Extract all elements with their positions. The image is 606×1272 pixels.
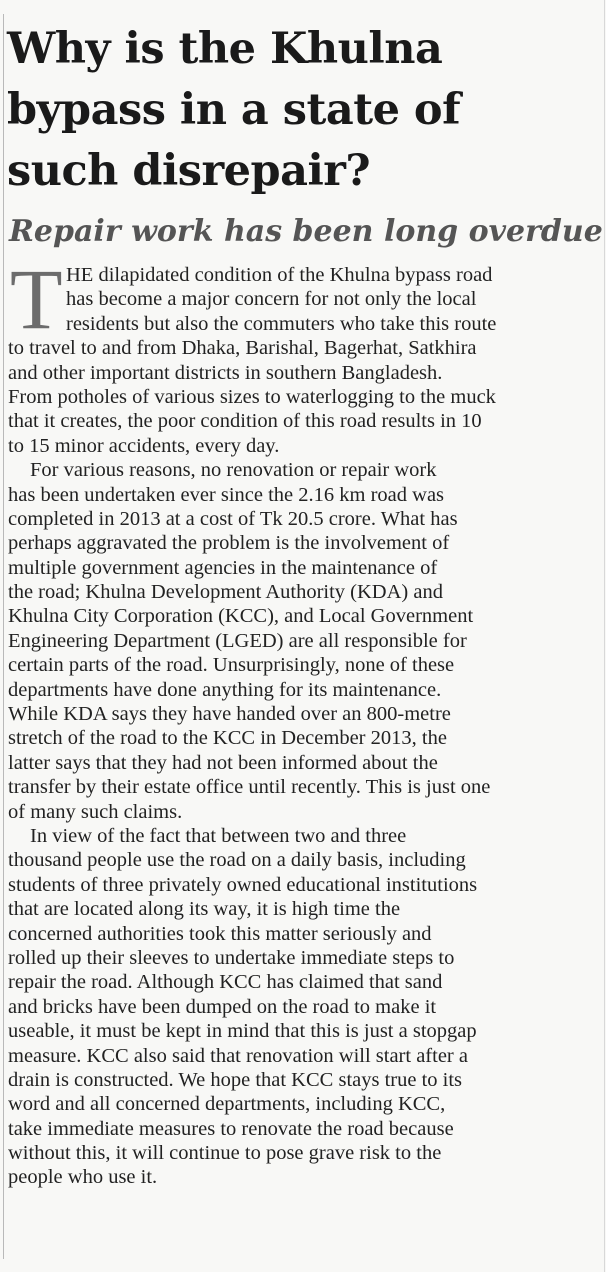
article-headline: [7, 19, 597, 202]
body-line: residents but also the commuters who take this route: [66, 312, 497, 335]
body-line: departments have done anything for its maintenance.: [8, 678, 442, 701]
body-line: While KDA says they have handed over an 800-metre: [8, 703, 451, 726]
body-line: multiple government agencies in the maintenance of: [8, 556, 438, 579]
body-line: repair the road. Although KCC has claimed that sand: [8, 971, 443, 994]
body-line: perhaps aggravated the problem is the involvement of: [8, 532, 450, 555]
body-line: stretch of the road to the KCC in December 2013, the: [8, 727, 447, 750]
body-line: to 15 minor accidents, every day.: [8, 434, 280, 457]
body-line: that it creates, the poor condition of this road results in 10: [8, 410, 482, 433]
body-line: the road; Khulna Development Authority (KDA) and: [8, 581, 443, 604]
body-line: that are located along its way, it is high time the: [8, 898, 401, 921]
article-subheading: Repair work has been long overdue: [9, 214, 603, 249]
body-line: concerned authorities took this matter seriously and: [8, 922, 432, 945]
body-line: HE dilapidated condition of the Khulna bypass road: [66, 264, 493, 286]
body-line: to travel to and from Dhaka, Barishal, Bagerhat, Satkhira: [8, 337, 477, 360]
headline-line: bypass in a state of: [7, 85, 461, 135]
body-line: drain is constructed. We hope that KCC stays true to its: [8, 1068, 463, 1091]
body-line: of many such claims.: [8, 800, 183, 823]
body-line: has been undertaken ever since the 2.16 km road was: [8, 483, 445, 506]
body-line: latter says that they had not been informed about the: [8, 751, 438, 774]
body-line: and bricks have been dumped on the road to make it: [8, 995, 437, 1018]
body-line: In view of the fact that between two and three: [30, 824, 407, 847]
headline-line: Why is the Khulna: [7, 24, 443, 74]
article-body: [8, 263, 600, 1190]
body-line: For various reasons, no renovation or repair work: [30, 459, 437, 482]
column-rule-right: [604, 0, 605, 1272]
drop-cap: T: [10, 251, 63, 347]
body-line: students of three privately owned educational institutions: [8, 873, 478, 896]
body-line: thousand people use the road on a daily basis, including: [8, 849, 466, 872]
body-line: word and all concerned departments, including KCC,: [8, 1093, 446, 1116]
column-rule-left: [3, 14, 4, 1259]
body-line: Khulna City Corporation (KCC), and Local Government: [8, 605, 474, 628]
headline-line: such disrepair?: [7, 146, 371, 196]
body-line: completed in 2013 at a cost of Tk 20.5 crore. What has: [8, 507, 458, 530]
body-line: useable, it must be kept in mind that this is just a stopgap: [8, 1020, 477, 1043]
body-line: Engineering Department (LGED) are all responsible for: [8, 629, 467, 652]
body-line: measure. KCC also said that renovation will start after a: [8, 1044, 468, 1067]
body-line: transfer by their estate office until recently. This is just one: [8, 776, 491, 799]
body-line: rolled up their sleeves to undertake immediate steps to: [8, 946, 455, 969]
body-line: take immediate measures to renovate the road because: [8, 1117, 454, 1140]
body-line: certain parts of the road. Unsurprisingly, none of these: [8, 654, 455, 677]
body-line: has become a major concern for not only the local: [66, 288, 477, 311]
body-line: without this, it will continue to pose grave risk to the: [8, 1142, 442, 1165]
body-line: people who use it.: [8, 1166, 158, 1189]
body-line: From potholes of various sizes to waterlogging to the muck: [8, 385, 496, 408]
body-line: and other important districts in southern Bangladesh.: [8, 361, 443, 384]
